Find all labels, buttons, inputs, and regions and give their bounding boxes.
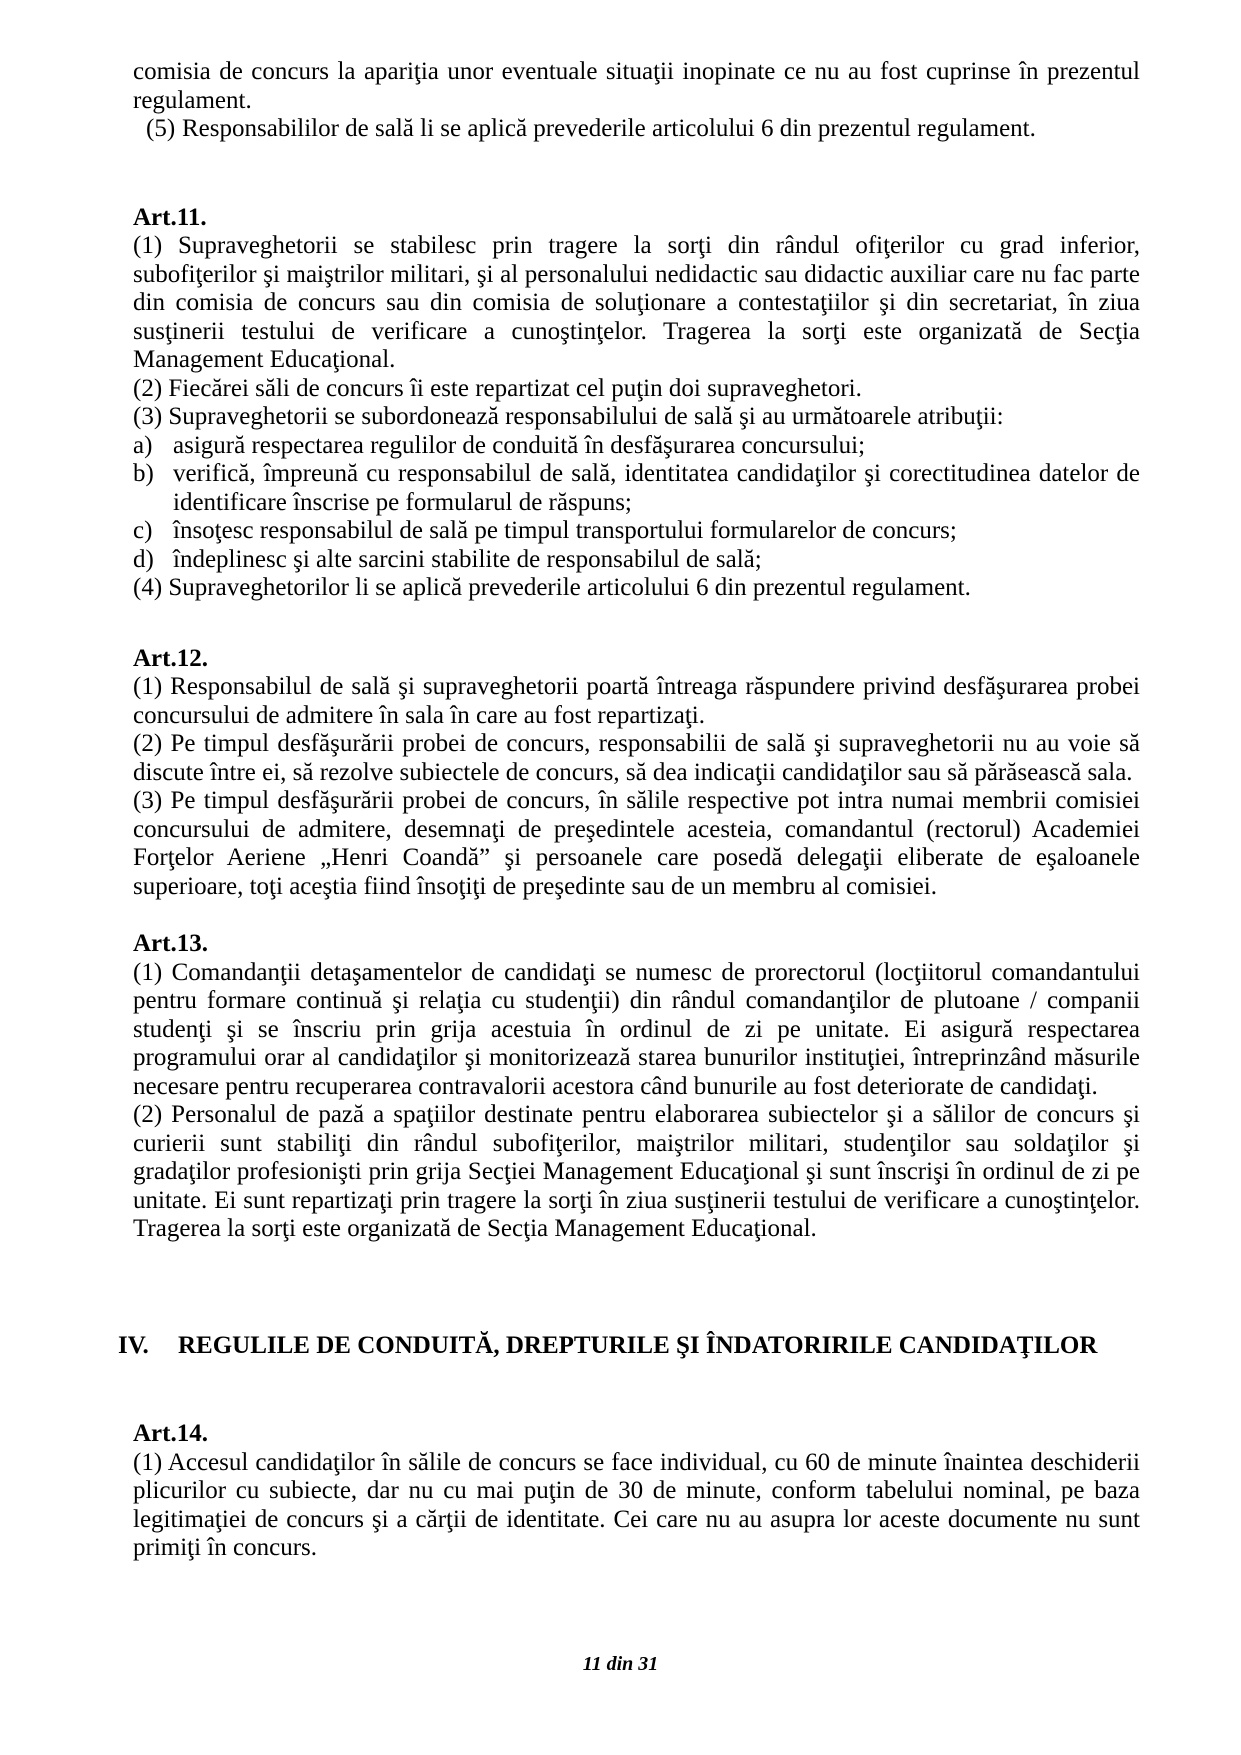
list-item-5 [146,115,1140,144]
carried-over-paragraph: comisia de concurs la apariţia unor eventuale situaţii inopinate ce nu au fost cuprinse în prezentul regulament. [133,58,1140,114]
article-13-title: Art.13. [133,930,208,957]
article-11-paragraph-2: (2) Fiecărei săli de concurs îi este repartizat cel puţin doi supraveghetori. [133,374,862,402]
item-text: îndeplinesc şi alte sarcini stabilite de responsabilul de sală; [173,545,762,573]
item-text: verifică, împreună cu responsabilul de sală, identitatea candidaţilor şi corectitudinea datelor de identificare înscrise pe formularul de răspuns; [173,460,1140,516]
page-number: 11 din 31 [582,1653,659,1675]
item-marker: c) [133,517,153,544]
article-14-title: Art.14. [133,1420,208,1447]
article-11-paragraph-4: (4) Supraveghetorilor li se aplică prevederile articolului 6 din prezentul regulament. [133,574,971,601]
article-11-list-item-a [133,432,1140,461]
chapter-title: REGULILE DE CONDUITĂ, DREPTURILE ŞI ÎNDATORIRILE CANDIDAŢILOR [178,1331,1098,1359]
item-text: însoţesc responsabilul de sală pe timpul transportului formularelor de concurs; [173,517,957,544]
chapter-4-heading [118,1332,1140,1361]
article-11-title: Art.11. [133,203,207,231]
item-marker: b) [133,460,154,487]
chapter-number: IV. [118,1331,149,1359]
item-marker: (5) [146,115,176,142]
article-12-paragraph-3: (3) Pe timpul desfăşurării probei de concurs, în sălile respective pot intra numai membrii comisiei concursului de admitere, desemnaţi de preşedintele acesteia, comandantul (rectorul) Academiei Forţelor Aeriene „Henri Coandă” şi persoanele care posedă delegaţii eliberate de eşaloanele superioare, toţi aceştia fiind însoţiţi de preşedinte sau de un membru al comisiei. [133,787,1140,900]
item-marker: d) [133,545,154,573]
item-text: Responsabililor de sală li se aplică prevederile articolului 6 din prezentul regulament. [182,115,1036,142]
article-13-paragraph-1: (1) Comandanţii detaşamentelor de candidaţi se numesc de prorectorul (locţiitorul comandantului pentru formare continuă şi relaţia cu studenţii) din rândul comandanţilor de plutoane / companii studenţi şi se înscriu prin grija acestuia în ordinul de zi pe unitate. Ei asigură respectarea programului orar al candidaţilor şi monitorizează starea bunurilor instituţiei, întreprinzând măsurile necesare pentru recuperarea contravalorii acestora când bunurile au fost deteriorate de candidaţi. [133,958,1140,1100]
article-11-list-item-d [133,546,1140,575]
article-12-title: Art.12. [133,644,208,672]
article-11-paragraph-3: (3) Supraveghetorii se subordonează responsabilului de sală şi au următoarele atribuţii: [133,403,1004,430]
item-marker: a) [133,431,153,459]
article-11-list-item-b [133,460,1140,517]
article-14-paragraph-1: (1) Accesul candidaţilor în sălile de concurs se face individual, cu 60 de minute înaintea deschiderii plicurilor cu subiecte, dar nu cu mai puţin de 30 de minute, conform tabelului nominal, pe baza legitimaţiei de concurs şi a cărţii de identitate. Cei care nu au asupra lor aceste documente nu sunt primiţi în concurs. [133,1448,1140,1561]
article-13-paragraph-2: (2) Personalul de pază a spaţiilor destinate pentru elaborarea subiectelor şi a sălilor de concurs şi curierii sunt stabiliţi din rândul subofiţerilor, maiştrilor militari, studenţilor sau soldaţilor şi gradaţilor profesionişti prin grija Secţiei Management Educaţional şi sunt înscrişi în ordinul de zi pe unitate. Ei sunt repartizaţi prin tragere la sorţi în ziua susţinerii testului de verificare a cunoştinţelor. Tragerea la sorţi este organizată de Secţia Management Educaţional. [133,1101,1140,1242]
item-text: asigură respectarea regulilor de conduită în desfăşurarea concursului; [173,431,866,459]
article-12-paragraph-2: (2) Pe timpul desfăşurării probei de concurs, responsabilii de sală şi supraveghetorii nu au voie să discute între ei, să rezolve subiectele de concurs, să dea indicaţii candidaţilor sau să părăsească sala. [133,730,1140,786]
article-11-paragraph-1: (1) Supraveghetorii se stabilesc prin tragere la sorţi din rândul ofiţerilor cu grad inferior, subofiţerilor şi maiştrilor militari, şi al personalului nedidactic sau didactic auxiliar care nu fac parte din comisia de concurs sau din comisia de soluţionare a contestaţiilor şi din secretariat, în ziua susţinerii testului de verificare a cunoştinţelor. Tragerea la sorţi este organizată de Secţia Management Educaţional. [133,232,1140,373]
article-12-paragraph-1: (1) Responsabilul de sală şi supraveghetorii poartă întreaga răspundere privind desfăşurarea probei concursului de admitere în sala în care au fost repartizaţi. [133,673,1140,729]
page-body [118,58,1140,1563]
article-11-list-item-c [133,517,1140,546]
